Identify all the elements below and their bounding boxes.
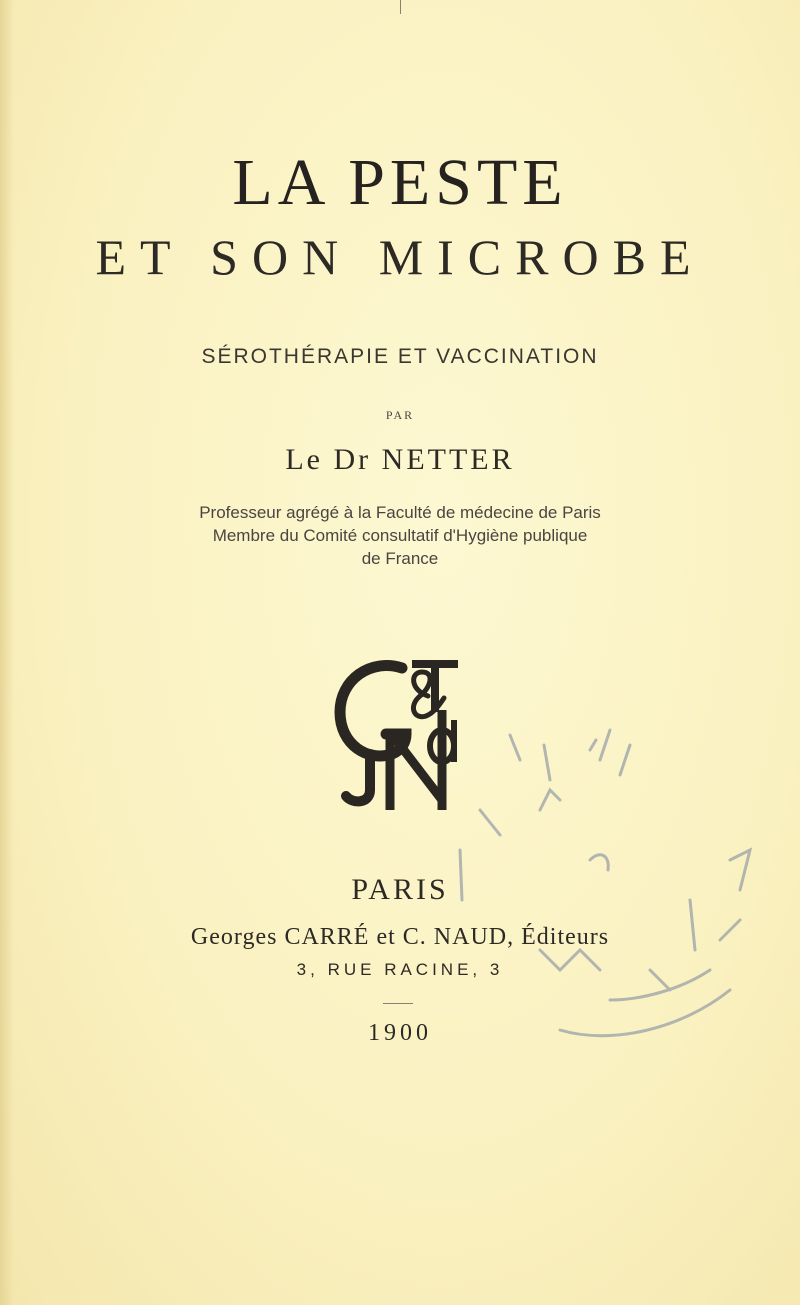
book-subtitle: SÉROTHÉRAPIE ET VACCINATION [201,345,599,368]
author-affiliation-3: de France [361,549,439,568]
author-affiliation-2: Membre du Comité consultatif d'Hygiène publique [212,526,588,545]
imprint-divider [383,1003,413,1004]
imprint-address: 3, RUE RACINE, 3 [296,960,504,979]
top-tick-mark [400,0,401,14]
by-label: PAR [385,408,415,422]
imprint-place: PARIS [351,873,449,906]
library-stamp-mark [440,650,770,1070]
author-affiliation-1: Professeur agrégé à la Faculté de médecine de Paris [199,503,601,522]
book-title-line-1: LA PESTE [232,146,568,219]
author-name: Le Dr NETTER [285,443,515,476]
imprint-year: 1900 [368,1020,432,1046]
imprint-publisher: Georges CARRÉ et C. NAUD, Éditeurs [190,924,610,950]
book-title-line-2: ET SON MICROBE [95,229,705,285]
